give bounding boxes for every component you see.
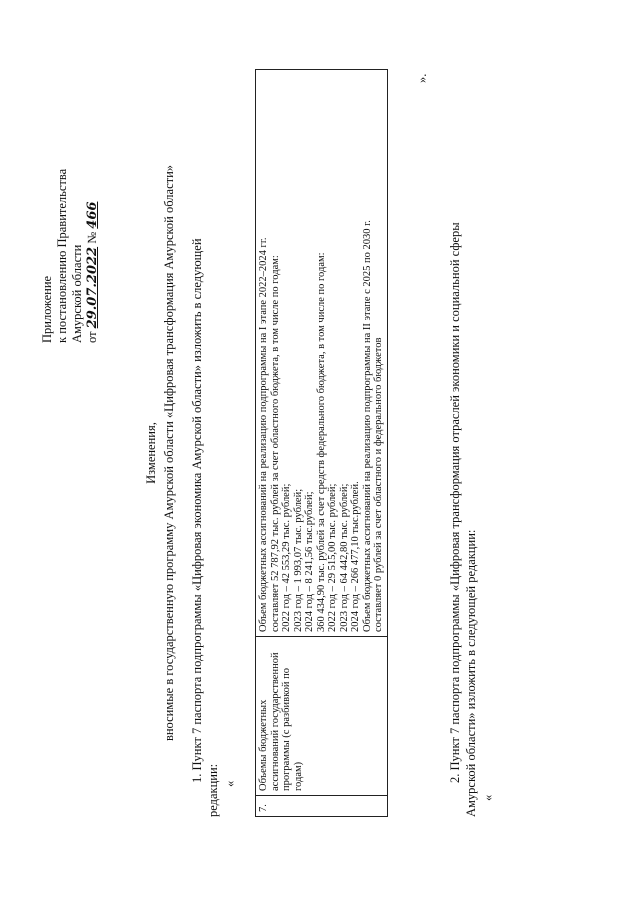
content-line: составляет 52 787,92 тыс. рублей за счет областного бюджета, в том числе по годам: (269, 254, 281, 632)
table-cell-content (256, 69, 388, 636)
content-line: 2024 год – 8 241,56 тыс.рублей; (304, 490, 315, 632)
content-line: 360 434,90 тыс. рублей за счет средств федерального бюджета, в том числе по годам: (315, 251, 327, 632)
item-2-text: 2. Пункт 7 паспорта подпрограммы «Цифровая трансформация отраслей экономики и социальной сферы (448, 221, 462, 783)
handwritten-number: 466 (85, 201, 100, 229)
content-line: составляет 0 рублей за счет областного и федерального бюджетов (373, 337, 384, 632)
content-line: Объем бюджетных ассигнований на реализацию подпрограммы на II этапе с 2025 по 2030 г. (361, 219, 373, 632)
appendix-block (40, 103, 100, 343)
content-line: 2022 год – 29 515,00 тыс. рублей; (327, 483, 338, 632)
appendix-line-2: к постановлению Правительства (55, 168, 69, 343)
item-1-open-quote: « (223, 780, 237, 787)
content-line: 2024 год – 266 477,10 тыс.рублей. (350, 480, 361, 632)
appendix-line-3: Амурской области (70, 244, 84, 343)
content-line: 2023 год – 1 993,07 тыс. рублей; (292, 488, 304, 632)
item-1-text: 1. Пункт 7 паспорта подпрограммы «Цифровая экономика Амурской области» изложить в следующей (190, 237, 204, 783)
content-line: 2023 год – 64 442,80 тыс. рублей; (338, 483, 350, 632)
content-line: 2022 год – 42 553,29 тыс. рублей; (281, 483, 292, 632)
item-1-continuation: редакции: (206, 763, 220, 817)
passport-table (255, 69, 388, 817)
date-prefix: от (85, 330, 99, 343)
document-title: Изменения, (144, 421, 158, 484)
table-cell-number: 7. (256, 795, 388, 816)
document-subtitle: вносимые в государственную программу Амурской области «Цифровая трансформация Амурской области» (162, 164, 176, 741)
item-2-continuation: Амурской области» изложить в следующей редакции: (464, 529, 478, 817)
item-2-open-quote: « (481, 794, 495, 801)
number-prefix: № (85, 231, 99, 244)
appendix-date-line (85, 103, 100, 343)
appendix-line-1: Приложение (40, 275, 54, 343)
handwritten-date: 29.07.2022 (85, 246, 100, 328)
close-quote: ». (415, 73, 429, 83)
content-line: Объем бюджетных ассигнований на реализацию подпрограммы на I этапе 2022–2024 гг. (258, 236, 269, 632)
table-cell-label: Объемы бюджетных ассигнований государственной программы (с разбивкой по годам) (256, 636, 388, 795)
table-row (256, 69, 388, 816)
rotated-content (20, 23, 620, 883)
